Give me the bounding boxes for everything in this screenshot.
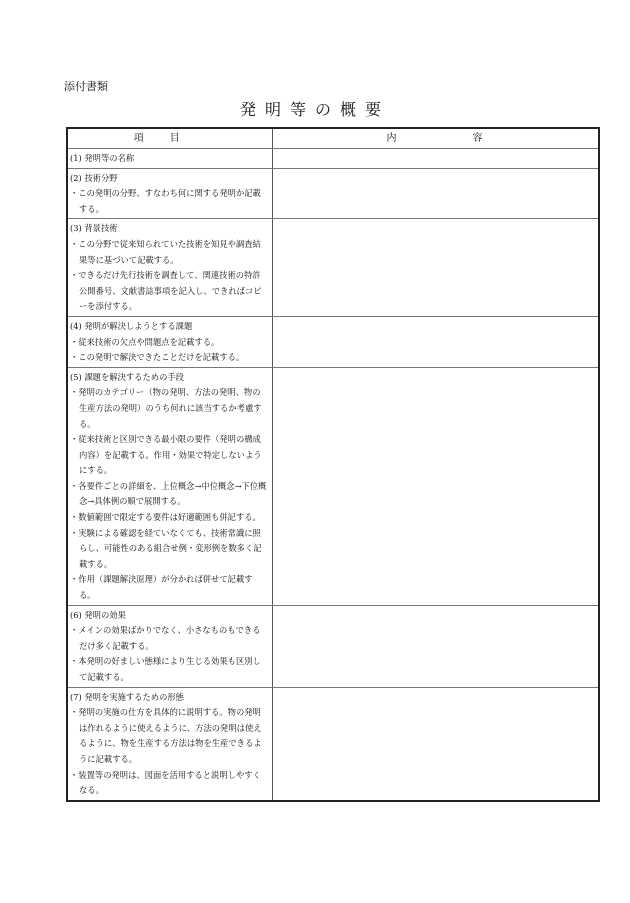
item-cell (67, 687, 272, 801)
header-item: 項目 (67, 128, 272, 149)
item-note: ・実験による確認を経ていなくても、技術常識に照らし、可能性のある組合せ例・変形例を数多く記載する。 (70, 527, 262, 569)
item-cell (67, 316, 272, 367)
item-note: ・数値範囲で限定する要件は好適範囲も併記する。 (70, 512, 261, 523)
table-row (67, 687, 599, 801)
header-content-right: 容 (472, 133, 483, 144)
item-cell (67, 219, 272, 317)
item-note: ・本発明の好ましい態様により生じる効果も区別して記載する。 (70, 656, 261, 682)
item-note: ・作用（課題解決原理）が分かれば併せて記載する。 (70, 574, 253, 601)
invention-summary-table (66, 127, 600, 802)
item-heading: (1) 発明等の名称 (70, 153, 135, 163)
header-content (272, 128, 599, 149)
item-note: ・この発明で解決できたことだけを記載する。 (70, 352, 245, 363)
item-heading: (2) 技術分野 (70, 172, 118, 183)
table-row (67, 605, 599, 687)
table-row (67, 219, 599, 317)
item-cell (67, 605, 272, 687)
item-note: ・発明の実施の仕方を具体的に説明する。物の発明は作れるように使えるように、方法の発明は使えるように、物を生産する方法は物を生産できるように記載する。 (70, 707, 262, 764)
item-cell (67, 168, 272, 219)
item-note: ・メインの効果ばかりでなく、小さなものもできるだけ多く記載する。 (70, 625, 261, 651)
item-note: ・発明のカテゴリー（物の発明、方法の発明、物の生産方法の発明）のうち何れに該当するか考慮する。 (70, 387, 262, 429)
item-note: ・できるだけ先行技術を調査して、関連技術の特許公開番号、文献書誌事項を記入し、できればコピーを添付する。 (70, 270, 262, 312)
table-row (67, 367, 599, 605)
item-note: ・この発明の分野、すなわち何に関する発明か記載する。 (70, 188, 261, 214)
content-cell[interactable] (272, 316, 599, 367)
item-note: ・装置等の発明は、図面を活用すると説明しやすくなる。 (70, 769, 261, 796)
attachment-label: 添付書類 (64, 80, 108, 93)
item-note: ・各要件ごとの詳細を、上位概念→中位概念→下位概念→具体例の順で展開する。 (70, 480, 267, 507)
table-header-row (67, 128, 599, 149)
table-row (67, 316, 599, 367)
content-cell[interactable] (272, 687, 599, 801)
table-row (67, 149, 599, 169)
item-heading: (6) 発明の効果 (70, 609, 126, 620)
item-heading: (7) 発明を実施するための形態 (70, 691, 184, 702)
document-title: 発明等の概要 (239, 100, 390, 119)
content-cell[interactable] (272, 168, 599, 219)
item-note: ・この分野で従来知られていた技術を知見や調査結果等に基づいて記載する。 (70, 238, 261, 265)
table-row (67, 168, 599, 219)
item-note: ・従来技術の欠点や問題点を記載する。 (70, 336, 220, 347)
content-cell[interactable] (272, 149, 599, 169)
item-heading: (4) 発明が解決しようとする課題 (70, 320, 193, 331)
content-cell[interactable] (272, 367, 599, 605)
header-content-left: 内 (386, 133, 397, 144)
content-cell[interactable] (272, 219, 599, 317)
item-cell (67, 149, 272, 169)
item-cell (67, 367, 272, 605)
item-heading: (5) 課題を解決するための手段 (70, 371, 184, 382)
item-heading: (3) 背景技術 (70, 223, 118, 234)
item-note: ・従来技術と区別できる最小限の要件（発明の構成内容）を記載する。作用・効果で特定しないようにする。 (70, 434, 262, 476)
content-cell[interactable] (272, 605, 599, 687)
